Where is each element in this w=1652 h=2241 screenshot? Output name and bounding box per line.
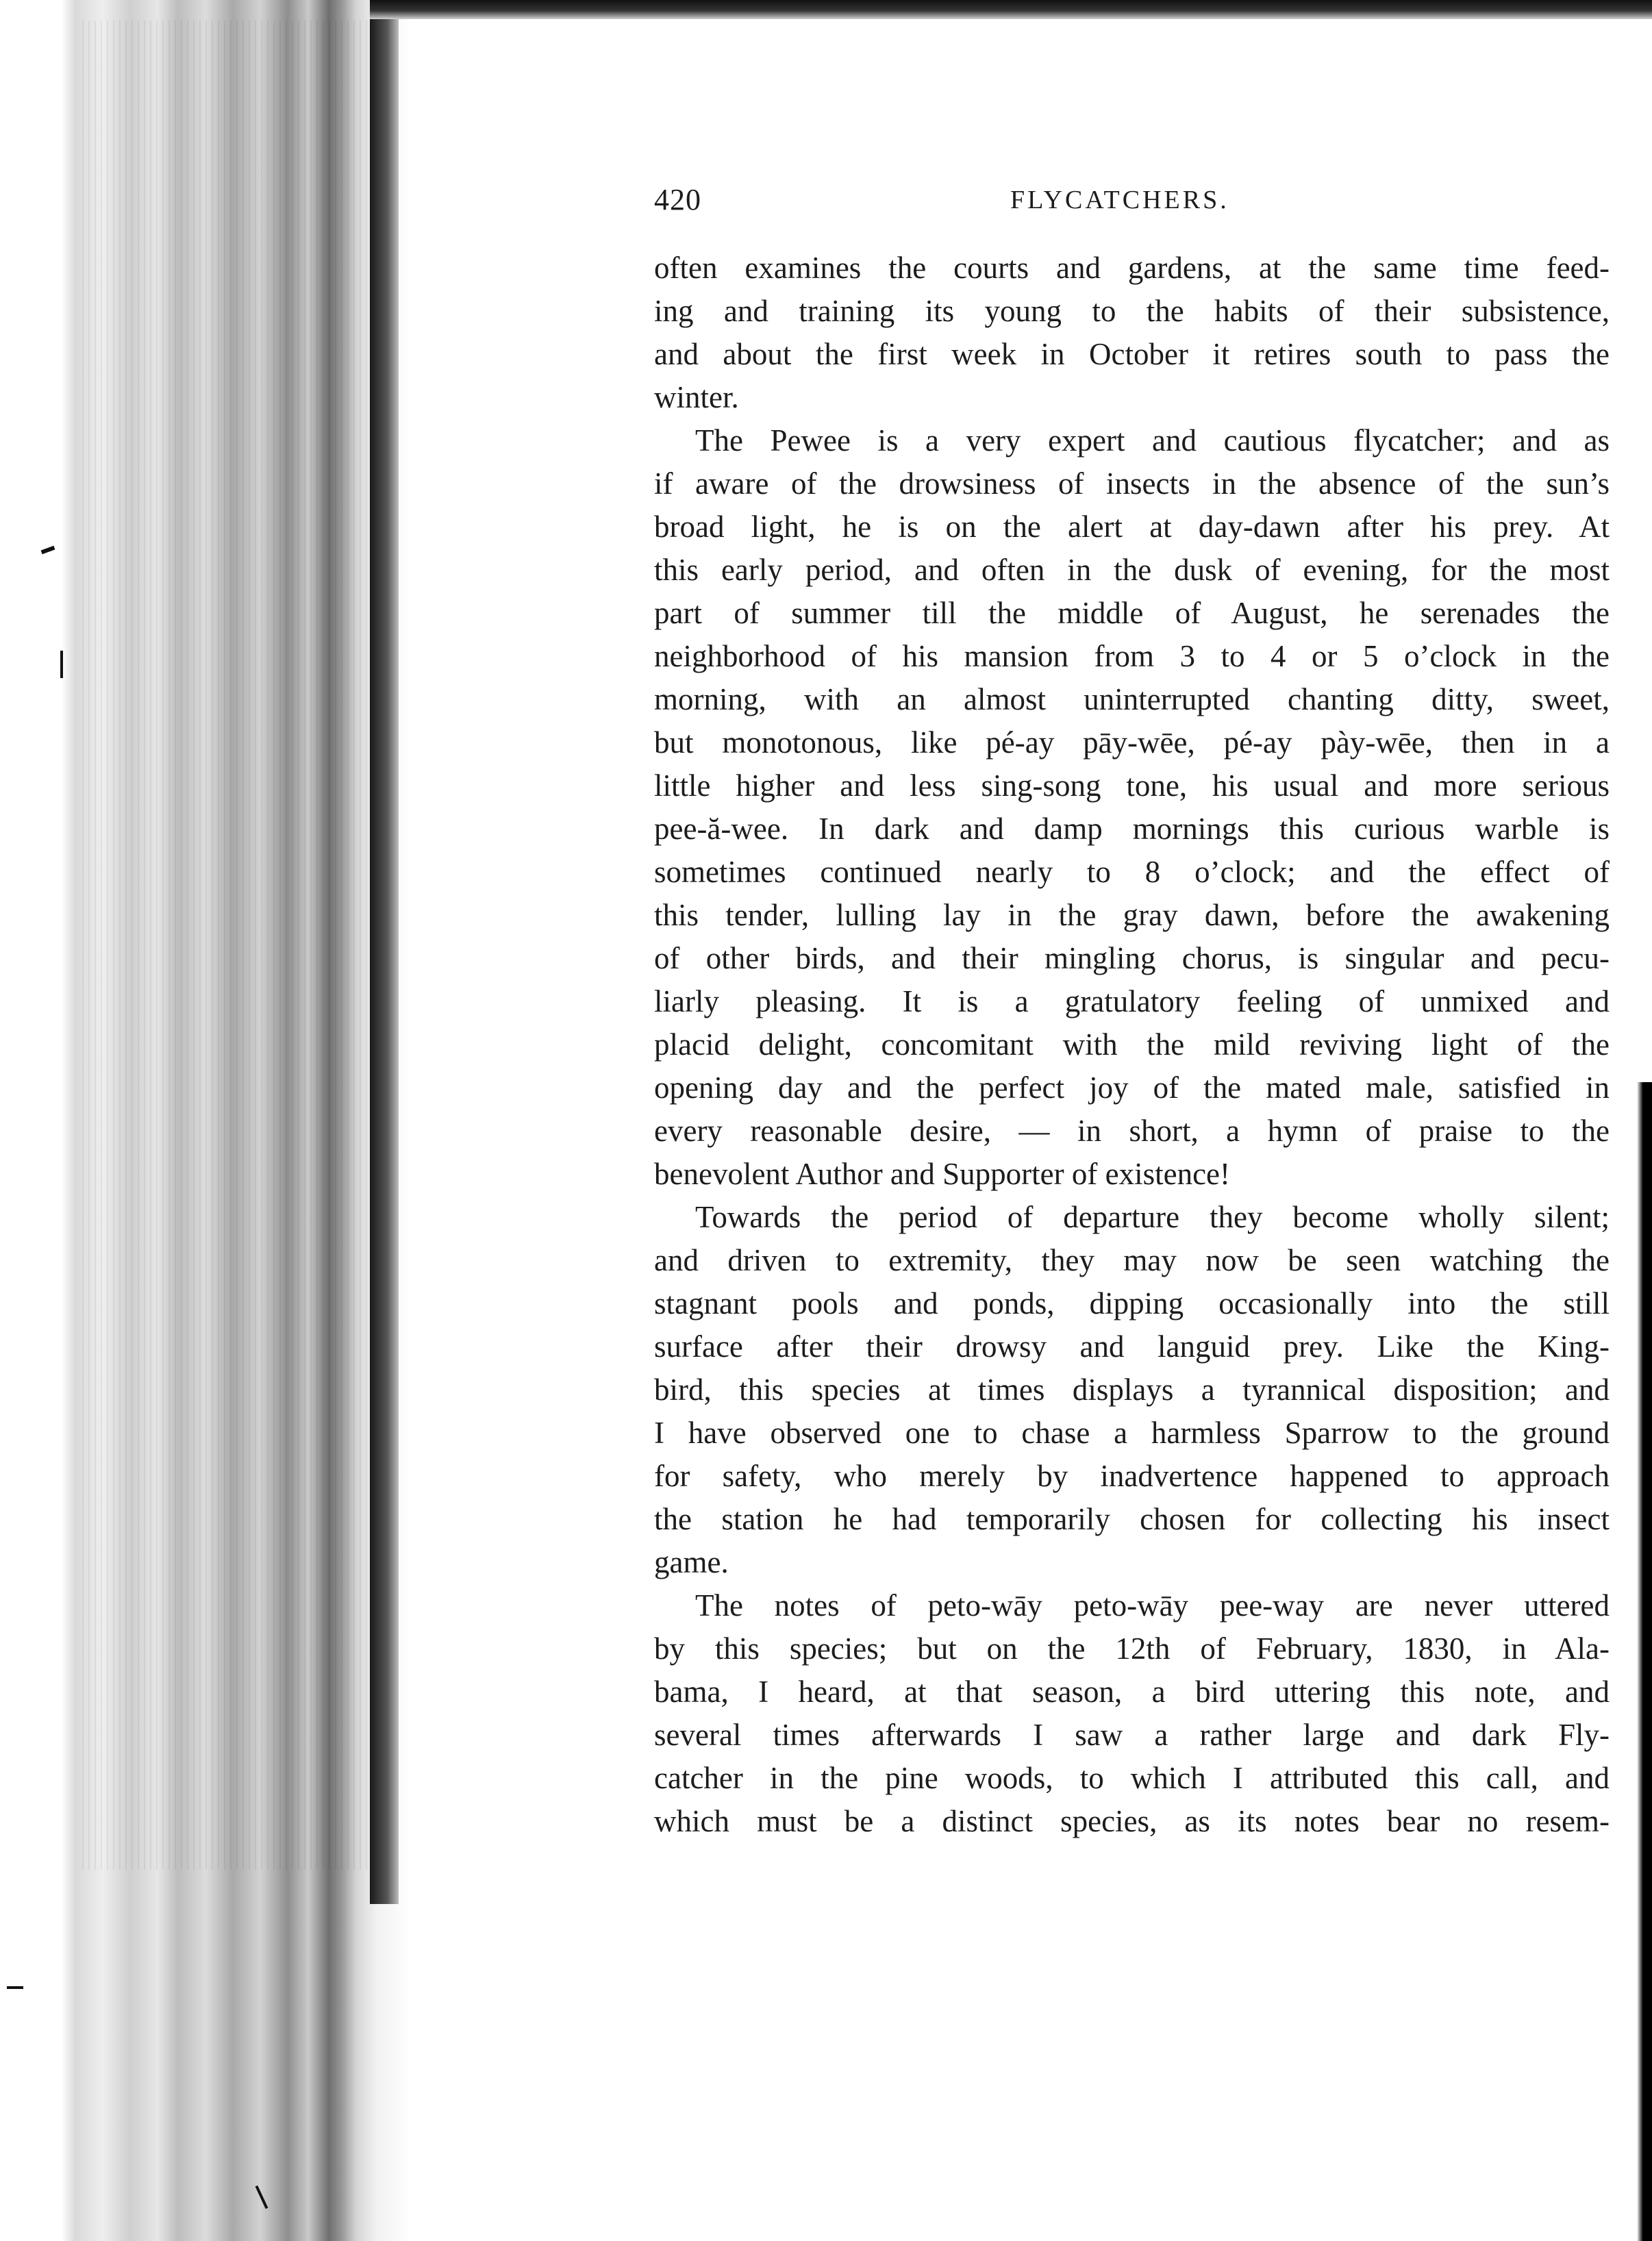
top-book-edge	[370, 0, 1652, 19]
text-line: neighborhood of his mansion from 3 to 4 or 5 o’clock in the	[654, 639, 1610, 673]
text-line: bird, this species at times displays a tyrannical disposition; and	[654, 1373, 1610, 1407]
text-line: I have observed one to chase a harmless Sparrow to the ground	[654, 1416, 1610, 1450]
text-line: stagnant pools and ponds, dipping occasionally into the still	[654, 1286, 1610, 1320]
text-line: little higher and less sing-song tone, his usual and more serious	[654, 768, 1610, 803]
gutter-shadow	[370, 14, 399, 1904]
text-line: for safety, who merely by inadvertence happened to approach	[654, 1459, 1610, 1493]
text-line: placid delight, concomitant with the mild reviving light of the	[654, 1027, 1610, 1062]
text-line: game.	[654, 1545, 729, 1579]
scan-speck	[60, 651, 63, 678]
text-line: opening day and the perfect joy of the mated male, satisfied in	[654, 1071, 1610, 1105]
text-line: this early period, and often in the dusk of evening, for the most	[654, 553, 1610, 587]
page-header	[654, 164, 1610, 219]
text-line: benevolent Author and Supporter of existence!	[654, 1157, 1231, 1191]
text-line: which must be a distinct species, as its notes bear no resem-	[654, 1804, 1610, 1838]
text-line: liarly pleasing. It is a gratulatory feeling of unmixed and	[654, 984, 1610, 1018]
text-line: by this species; but on the 12th of February, 1830, in Ala-	[654, 1631, 1610, 1666]
text-line: The Pewee is a very expert and cautious flycatcher; and as	[695, 423, 1610, 458]
text-line: several times afterwards I saw a rather large and dark Fly-	[654, 1718, 1610, 1752]
text-line: bama, I heard, at that season, a bird uttering this note, and	[654, 1675, 1610, 1709]
book-page	[654, 164, 1610, 1843]
text-line: sometimes continued nearly to 8 o’clock; and the effect of	[654, 855, 1610, 889]
text-line: morning, with an almost uninterrupted chanting ditty, sweet,	[654, 682, 1610, 716]
text-line: often examines the courts and gardens, at the same time feed-	[654, 251, 1610, 285]
page-number: 420	[654, 183, 701, 216]
text-line: the station he had temporarily chosen for collecting his insect	[654, 1502, 1610, 1536]
text-line: this tender, lulling lay in the gray dawn, before the awakening	[654, 898, 1610, 932]
text-line: surface after their drowsy and languid prey. Like the King-	[654, 1329, 1610, 1364]
scan-speck	[7, 1986, 23, 1989]
text-line: of other birds, and their mingling chorus, is singular and pecu-	[654, 941, 1610, 975]
text-line: pee-ă-wee. In dark and damp mornings this curious warble is	[654, 812, 1610, 846]
text-line: winter.	[654, 380, 739, 414]
text-line: part of summer till the middle of August, he serenades the	[654, 596, 1610, 630]
text-line: but monotonous, like pé-ay pāy-wēe, pé-ay pày-wēe, then in a	[654, 725, 1610, 760]
text-line: catcher in the pine woods, to which I attributed this call, and	[654, 1761, 1610, 1795]
text-line: Towards the period of departure they become wholly silent;	[695, 1200, 1610, 1234]
text-line: The notes of peto-wāy peto-wāy pee-way are never uttered	[695, 1588, 1610, 1623]
text-line: and about the first week in October it retires south to pass the	[654, 337, 1610, 371]
page-stack-lines	[82, 21, 370, 1870]
body-text	[654, 247, 1610, 1843]
running-head: FLYCATCHERS.	[1010, 186, 1229, 214]
text-line: broad light, he is on the alert at day-dawn after his prey. At	[654, 510, 1610, 544]
right-book-edge	[1637, 1082, 1652, 2241]
text-line: every reasonable desire, — in short, a hymn of praise to the	[654, 1114, 1610, 1148]
text-line: ing and training its young to the habits of their subsistence,	[654, 294, 1610, 328]
text-line: and driven to extremity, they may now be seen watching the	[654, 1243, 1610, 1277]
text-line: if aware of the drowsiness of insects in the absence of the sun’s	[654, 466, 1610, 501]
